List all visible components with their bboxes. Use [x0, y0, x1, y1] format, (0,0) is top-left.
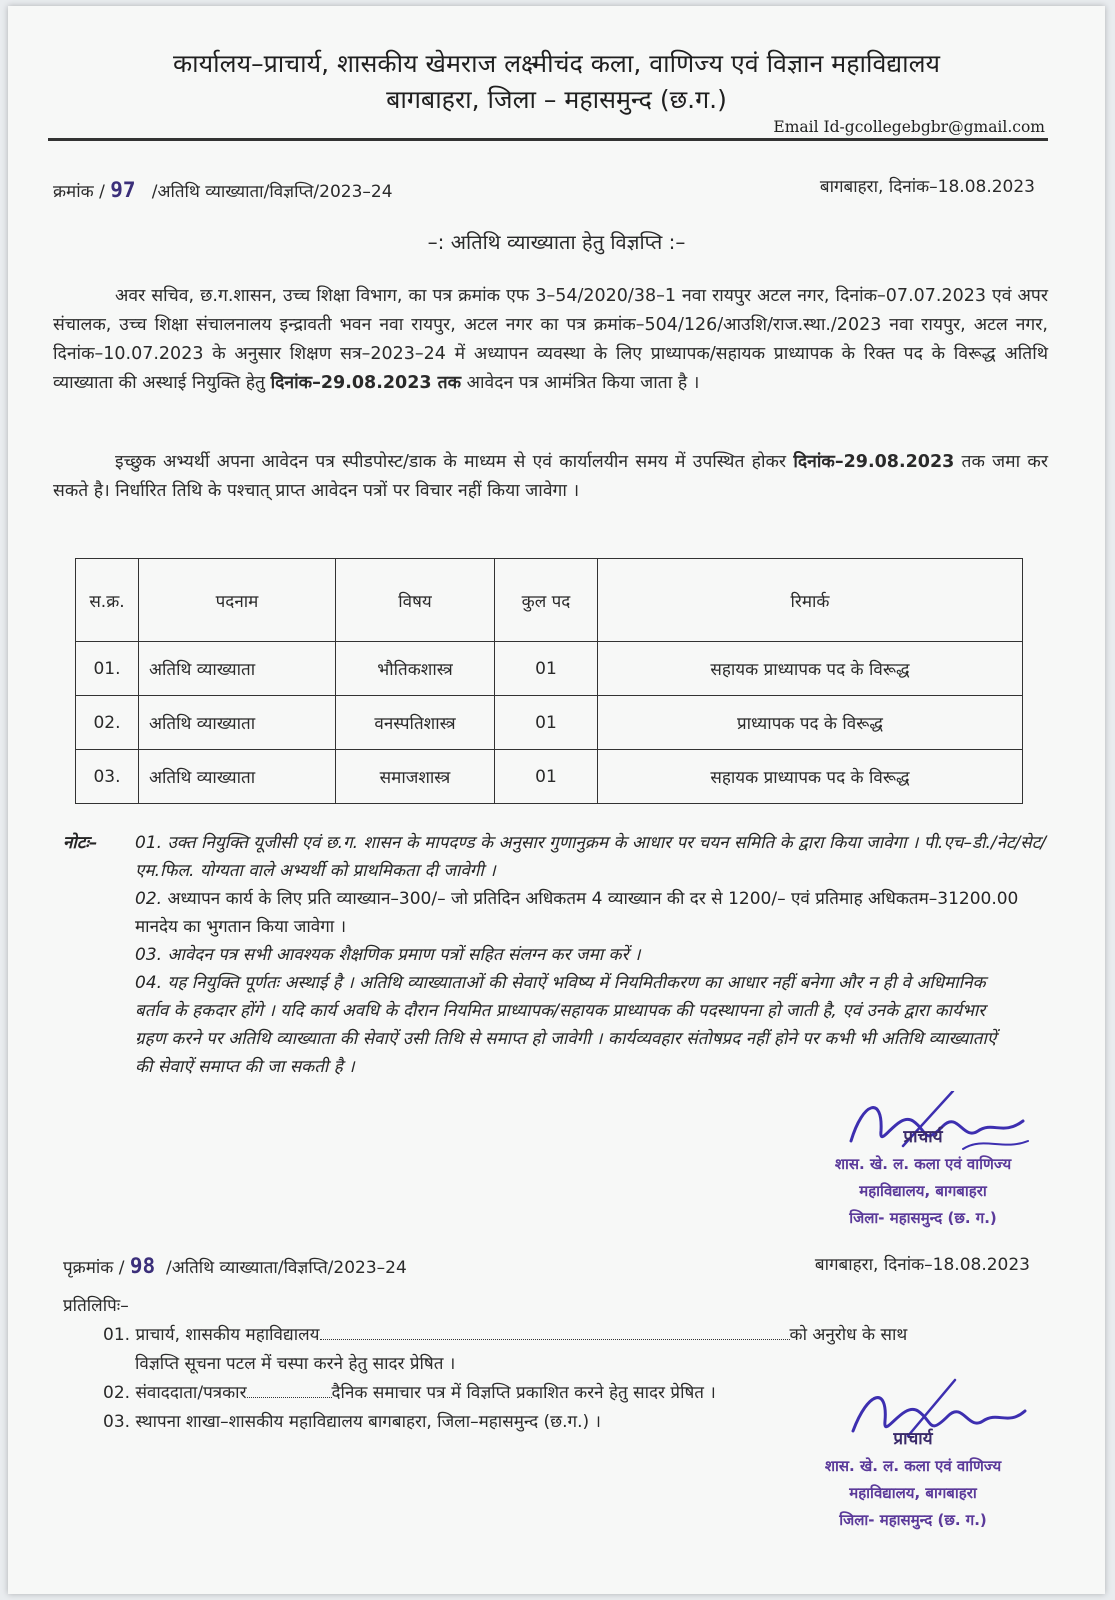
blank-fill-line	[320, 1325, 790, 1340]
table-header-row	[76, 559, 1023, 642]
note-number: 02.	[135, 889, 163, 909]
table-row	[76, 642, 1023, 696]
copy-item-continued: विज्ञप्ति सूचना पटल में चस्पा करने हेतु सादर प्रेषित ।	[135, 1354, 456, 1374]
cell-subject: भौतिकशास्त्र	[336, 642, 495, 696]
col-header-remark: रिमार्क	[598, 559, 1023, 642]
ref2-handwritten-number: 98	[129, 1254, 156, 1278]
cell-count: 01	[495, 642, 598, 696]
notes-section	[63, 829, 1048, 1081]
college-stamp-1	[808, 1124, 1038, 1232]
cell-subject: वनस्पतिशास्त्र	[336, 696, 495, 750]
note-number: 01.	[135, 833, 163, 853]
blank-fill-line	[247, 1383, 332, 1398]
note-number: 03.	[135, 945, 163, 965]
col-header-serial: स.क्र.	[76, 559, 139, 642]
copy-item-2-end: दैनिक समाचार पत्र में विज्ञप्ति प्रकाशित करने हेतु सादर प्रेषित ।	[331, 1383, 716, 1403]
note-item	[63, 885, 1048, 941]
stamp-title: प्राचार्य	[903, 1127, 943, 1147]
cell-count: 01	[495, 696, 598, 750]
col-header-subject: विषय	[336, 559, 495, 642]
note-number: 04.	[135, 973, 163, 993]
cell-serial: 01.	[76, 642, 139, 696]
stamp-line-1: शास. खे. ल. कला एवं वाणिज्य	[824, 1457, 1002, 1475]
note-item	[63, 969, 1048, 1081]
para1-text: अवर सचिव, छ.ग.शासन, उच्च शिक्षा विभाग, का पत्र क्रमांक एफ 3–54/2020/38–1 नवा रायपुर अटल नगर, दिनांक–07.07.2023 एवं अपर संचालक, उच्च शिक्षा संचालनालय इन्द्रावती भवन नवा रायपुर, अटल नगर का पत्र क्रमांक–504/126/आउशि/राज.स्था./2023 नवा रायपुर, अटल नगर, दिनांक–10.07.2023 के अनुसार शिक्षण सत्र–2023–24 में अध्यापन व्यवस्था के लिए प्राध्यापक/सहायक प्राध्यापक के रिक्त पद के विरूद्ध अतिथि व्याख्याता की अस्थाई नियुक्ति हेतु	[53, 286, 1048, 393]
cell-remark: सहायक प्राध्यापक पद के विरूद्ध	[598, 642, 1023, 696]
copy-item-1-start: 01. प्राचार्य, शासकीय महाविद्यालय	[103, 1325, 320, 1345]
ref-suffix: /अतिथि व्याख्याता/विज्ञप्ति/2023–24	[151, 182, 393, 202]
stamp-title: प्राचार्य	[893, 1429, 933, 1449]
ref-handwritten-number: 97	[110, 178, 136, 202]
email-id: Email Id-gcollegebgbr@gmail.com	[773, 118, 1045, 136]
para2-end: तक जमा कर सकते है। निर्धारित तिथि के पश्चात् प्राप्त आवेदन पत्रों पर विचार नहीं किया जावेगा ।	[53, 452, 1048, 501]
para1-deadline: दिनांक–29.08.2023 तक	[270, 373, 462, 393]
notice-subject: –: अतिथि व्याख्याता हेतु विज्ञप्ति :–	[427, 230, 686, 254]
cell-remark: सहायक प्राध्यापक पद के विरूद्ध	[598, 750, 1023, 804]
copy-date: बागबाहरा, दिनांक–18.08.2023	[814, 1255, 1030, 1275]
paragraph-2	[53, 448, 1048, 506]
cell-serial: 02.	[76, 696, 139, 750]
para2-text: इच्छुक अभ्यर्थी अपना आवेदन पत्र स्पीडपोस्ट/डाक के माध्यम से एवं कार्यालयीन समय में उपस्थित होकर	[115, 452, 794, 472]
stamp-line-3: जिला- महासमुन्द (छ. ग.)	[849, 1209, 997, 1227]
copy-item	[63, 1321, 1048, 1350]
reference-number	[53, 178, 393, 202]
copy-reference-number	[63, 1254, 407, 1278]
note-item	[63, 829, 1048, 885]
note-text: आवेदन पत्र सभी आवश्यक शैक्षणिक प्रमाण पत्रों सहित संलग्न कर जमा करें ।	[167, 945, 641, 965]
ref2-prefix: पृक्रमांक /	[63, 1258, 125, 1278]
cell-post: अतिथि व्याख्याता	[139, 750, 336, 804]
note-text: उक्त नियुक्ति यूजीसी एवं छ.ग. शासन के मापदण्ड के अनुसार गुणानुक्रम के आधार पर चयन समिति के द्वारा किया जावेगा । पी.एच–डी./नेट/सेट/एम.फिल. योग्यता वाले अभ्यर्थी को प्राथमिकता दी जावेगी ।	[135, 833, 1047, 881]
issue-date: बागबाहरा, दिनांक–18.08.2023	[819, 177, 1035, 197]
paragraph-1	[53, 282, 1048, 398]
cell-subject: समाजशास्त्र	[336, 750, 495, 804]
cell-serial: 03.	[76, 750, 139, 804]
copy-item-2-start: 02. संवाददाता/पत्रकार	[103, 1383, 247, 1403]
vacancy-table	[75, 558, 1023, 804]
office-header-line2: बागबाहरा, जिला – महासमुन्द (छ.ग.)	[386, 85, 727, 114]
note-text: यह नियुक्ति पूर्णतः अस्थाई है । अतिथि व्याख्याताओं की सेवाऐं भविष्य में नियमितीकरण का आधार नहीं बनेगा और न ही वे अधिमानिक बर्ताव के हकदार होंगे । यदि कार्य अवधि के दौरान नियमित प्राध्यापक/सहायक प्राध्यापक की पदस्थापना हो जाती है, एवं उनके द्वारा कार्यभार ग्रहण करने पर अतिथि व्याख्याता की सेवाऐं उसी तिथि से समाप्त हो जावेगी । कार्यव्यवहार संतोषप्रद नहीं होने पर कभी भी अतिथि व्याख्याताऐं की सेवाऐं समाप्त की जा सकती है ।	[135, 973, 997, 1077]
para2-deadline: दिनांक–29.08.2023	[793, 452, 955, 472]
col-header-post: पदनाम	[139, 559, 336, 642]
copy-item: 03. स्थापना शाखा–शासकीय महाविद्यालय बागबाहरा, जिला–महासमुन्द (छ.ग.) ।	[103, 1412, 601, 1432]
office-header-line1: कार्यालय–प्राचार्य, शासकीय खेमराज लक्ष्मीचंद कला, वाणिज्य एवं विज्ञान महाविद्यालय	[172, 49, 941, 78]
col-header-count: कुल पद	[495, 559, 598, 642]
cell-count: 01	[495, 750, 598, 804]
header-divider	[48, 138, 1048, 141]
stamp-line-2: महाविद्यालय, बागबाहरा	[849, 1484, 977, 1502]
cell-post: अतिथि व्याख्याता	[139, 696, 336, 750]
copy-label: प्रतिलिपिः–	[63, 1296, 129, 1316]
stamp-line-3: जिला- महासमुन्द (छ. ग.)	[839, 1511, 987, 1529]
ref-prefix: क्रमांक /	[53, 182, 105, 202]
notes-label: नोटः–	[63, 833, 98, 853]
cell-post: अतिथि व्याख्याता	[139, 642, 336, 696]
table-row	[76, 696, 1023, 750]
note-item	[63, 941, 1048, 969]
college-stamp-2	[798, 1426, 1028, 1534]
cell-remark: प्राध्यापक पद के विरूद्ध	[598, 696, 1023, 750]
copy-item-1-end: को अनुरोध के साथ	[789, 1325, 908, 1345]
table-row	[76, 750, 1023, 804]
stamp-line-1: शास. खे. ल. कला एवं वाणिज्य	[834, 1155, 1012, 1173]
note-text: अध्यापन कार्य के लिए प्रति व्याख्यान–300/– जो प्रतिदिन अधिकतम 4 व्याख्यान की दर से 1200/– एवं प्रतिमाह अधिकतम–31200.00 मानदेय का भुगतान किया जावेगा ।	[135, 889, 1019, 937]
document-page	[8, 6, 1105, 1594]
stamp-line-2: महाविद्यालय, बागबाहरा	[859, 1182, 987, 1200]
para1-end: आवेदन पत्र आमंत्रित किया जाता है ।	[461, 373, 700, 393]
ref2-suffix: /अतिथि व्याख्याता/विज्ञप्ति/2023–24	[165, 1258, 407, 1278]
